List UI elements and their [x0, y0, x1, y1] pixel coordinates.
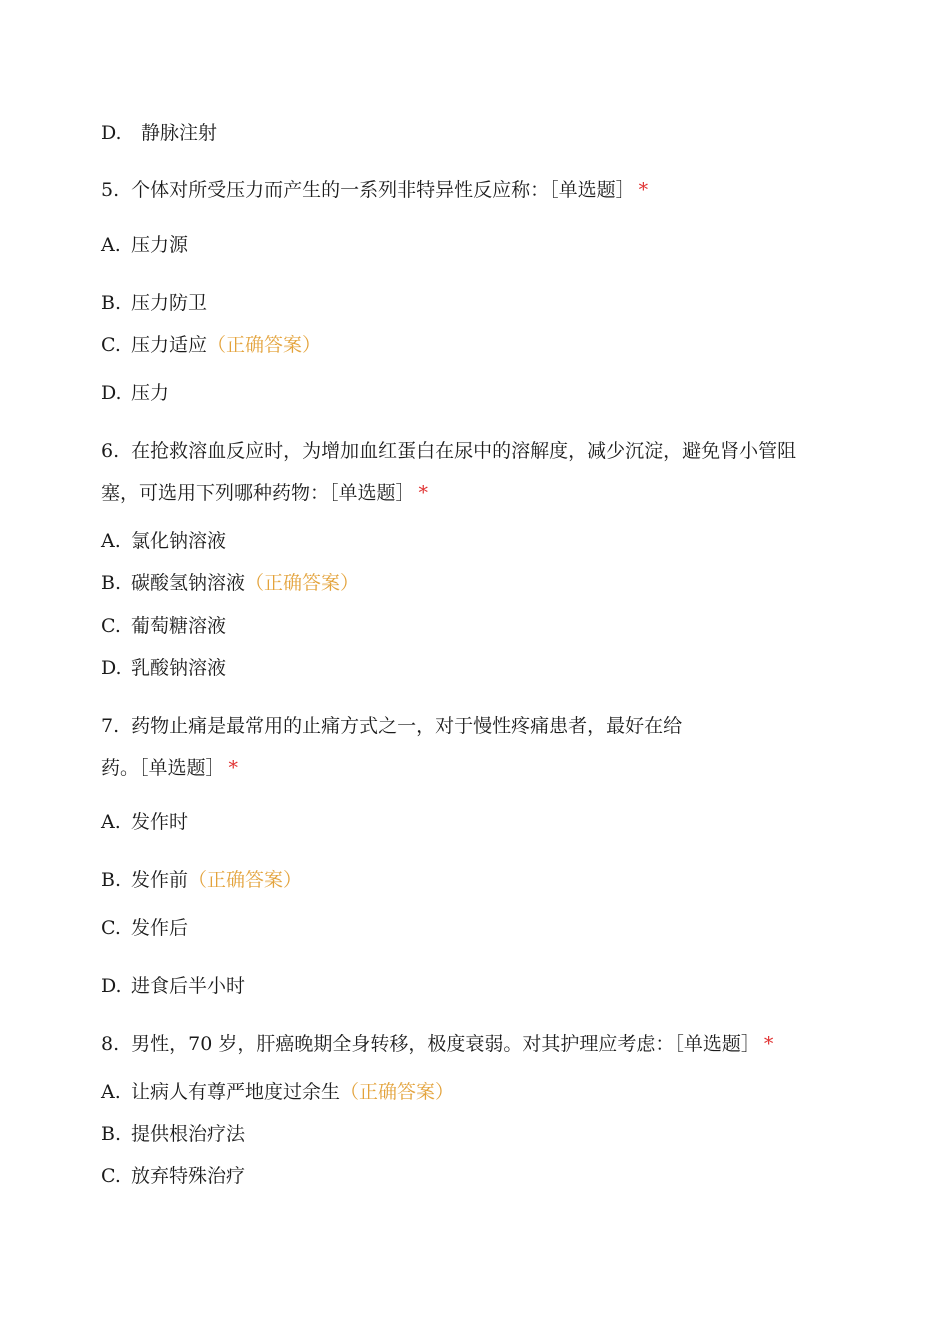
option-letter: C.: [101, 334, 121, 356]
question-6-title-cont: [101, 480, 428, 506]
option-text: 发作时: [131, 811, 189, 833]
option-text: 氯化钠溶液: [131, 530, 227, 552]
option-letter: C.: [101, 917, 121, 939]
option-letter: C.: [101, 1165, 121, 1187]
option-letter: A.: [101, 811, 121, 833]
option-letter: B.: [101, 1123, 122, 1145]
question-number: 8.: [101, 1033, 120, 1055]
option-b[interactable]: [101, 867, 302, 893]
question-text: 个体对所受压力而产生的一系列非特异性反应称：［单选题］: [131, 179, 635, 201]
question-text: 在抢救溶血反应时，为增加血红蛋白在尿中的溶解度，减少沉淀，避免肾小管阻: [131, 440, 797, 462]
question-text: 男性，70 岁，肝癌晚期全身转移，极度衰弱。对其护理应考虑：［单选题］: [131, 1033, 760, 1055]
question-6-title: [101, 438, 796, 464]
correct-answer-label: （正确答案）: [207, 334, 322, 356]
option-letter: B.: [101, 292, 122, 314]
question-text: 药物止痛是最常用的止痛方式之一，对于慢性疼痛患者，最好在给: [131, 715, 683, 737]
option-d-q4: [101, 120, 217, 146]
option-text: 发作后: [131, 917, 189, 939]
question-number: 7.: [101, 715, 120, 737]
option-a[interactable]: [101, 809, 188, 835]
option-letter: D.: [101, 657, 122, 679]
required-mark: *: [228, 757, 239, 779]
option-c[interactable]: [101, 332, 321, 358]
option-letter: A.: [101, 234, 121, 256]
option-text: 葡萄糖溶液: [131, 615, 227, 637]
option-text: 压力防卫: [131, 292, 208, 314]
required-mark: *: [638, 179, 649, 201]
question-text: 塞，可选用下列哪种药物：［单选题］: [101, 482, 415, 504]
option-text: 乳酸钠溶液: [131, 657, 227, 679]
required-mark: *: [763, 1033, 774, 1055]
option-a[interactable]: [101, 1079, 454, 1105]
question-number: 6.: [101, 440, 120, 462]
option-a[interactable]: [101, 232, 188, 258]
option-letter: A.: [101, 530, 121, 552]
option-text: 发作前: [131, 869, 189, 891]
option-letter: D.: [101, 382, 122, 404]
question-7-title: [101, 713, 682, 739]
option-d[interactable]: [101, 973, 245, 999]
option-text: 进食后半小时: [131, 975, 246, 997]
option-text: 碳酸氢钠溶液: [131, 572, 246, 594]
option-letter: C.: [101, 615, 121, 637]
option-text: 压力适应: [131, 334, 208, 356]
required-mark: *: [418, 482, 429, 504]
option-text: 提供根治疗法: [131, 1123, 246, 1145]
question-5-title: [101, 177, 648, 203]
option-c[interactable]: [101, 613, 226, 639]
question-text: 药。［单选题］: [101, 757, 225, 779]
option-c[interactable]: [101, 915, 188, 941]
option-d[interactable]: [101, 655, 226, 681]
option-text: 静脉注射: [141, 122, 218, 144]
option-text: 压力源: [131, 234, 189, 256]
option-text: 让病人有尊严地度过余生: [131, 1081, 341, 1103]
option-letter: D.: [101, 122, 122, 144]
option-text: 放弃特殊治疗: [131, 1165, 246, 1187]
option-b[interactable]: [101, 570, 359, 596]
option-letter: B.: [101, 572, 122, 594]
option-letter: A.: [101, 1081, 121, 1103]
option-text: 压力: [131, 382, 170, 404]
correct-answer-label: （正确答案）: [188, 869, 303, 891]
correct-answer-label: （正确答案）: [245, 572, 360, 594]
option-letter: B.: [101, 869, 122, 891]
option-b[interactable]: [101, 1121, 245, 1147]
option-c[interactable]: [101, 1163, 245, 1189]
option-a[interactable]: [101, 528, 226, 554]
option-letter: D.: [101, 975, 122, 997]
question-7-title-cont: [101, 755, 238, 781]
correct-answer-label: （正确答案）: [340, 1081, 455, 1103]
option-d[interactable]: [101, 380, 169, 406]
question-number: 5.: [101, 179, 120, 201]
question-8-title: [101, 1031, 773, 1057]
option-b[interactable]: [101, 290, 207, 316]
